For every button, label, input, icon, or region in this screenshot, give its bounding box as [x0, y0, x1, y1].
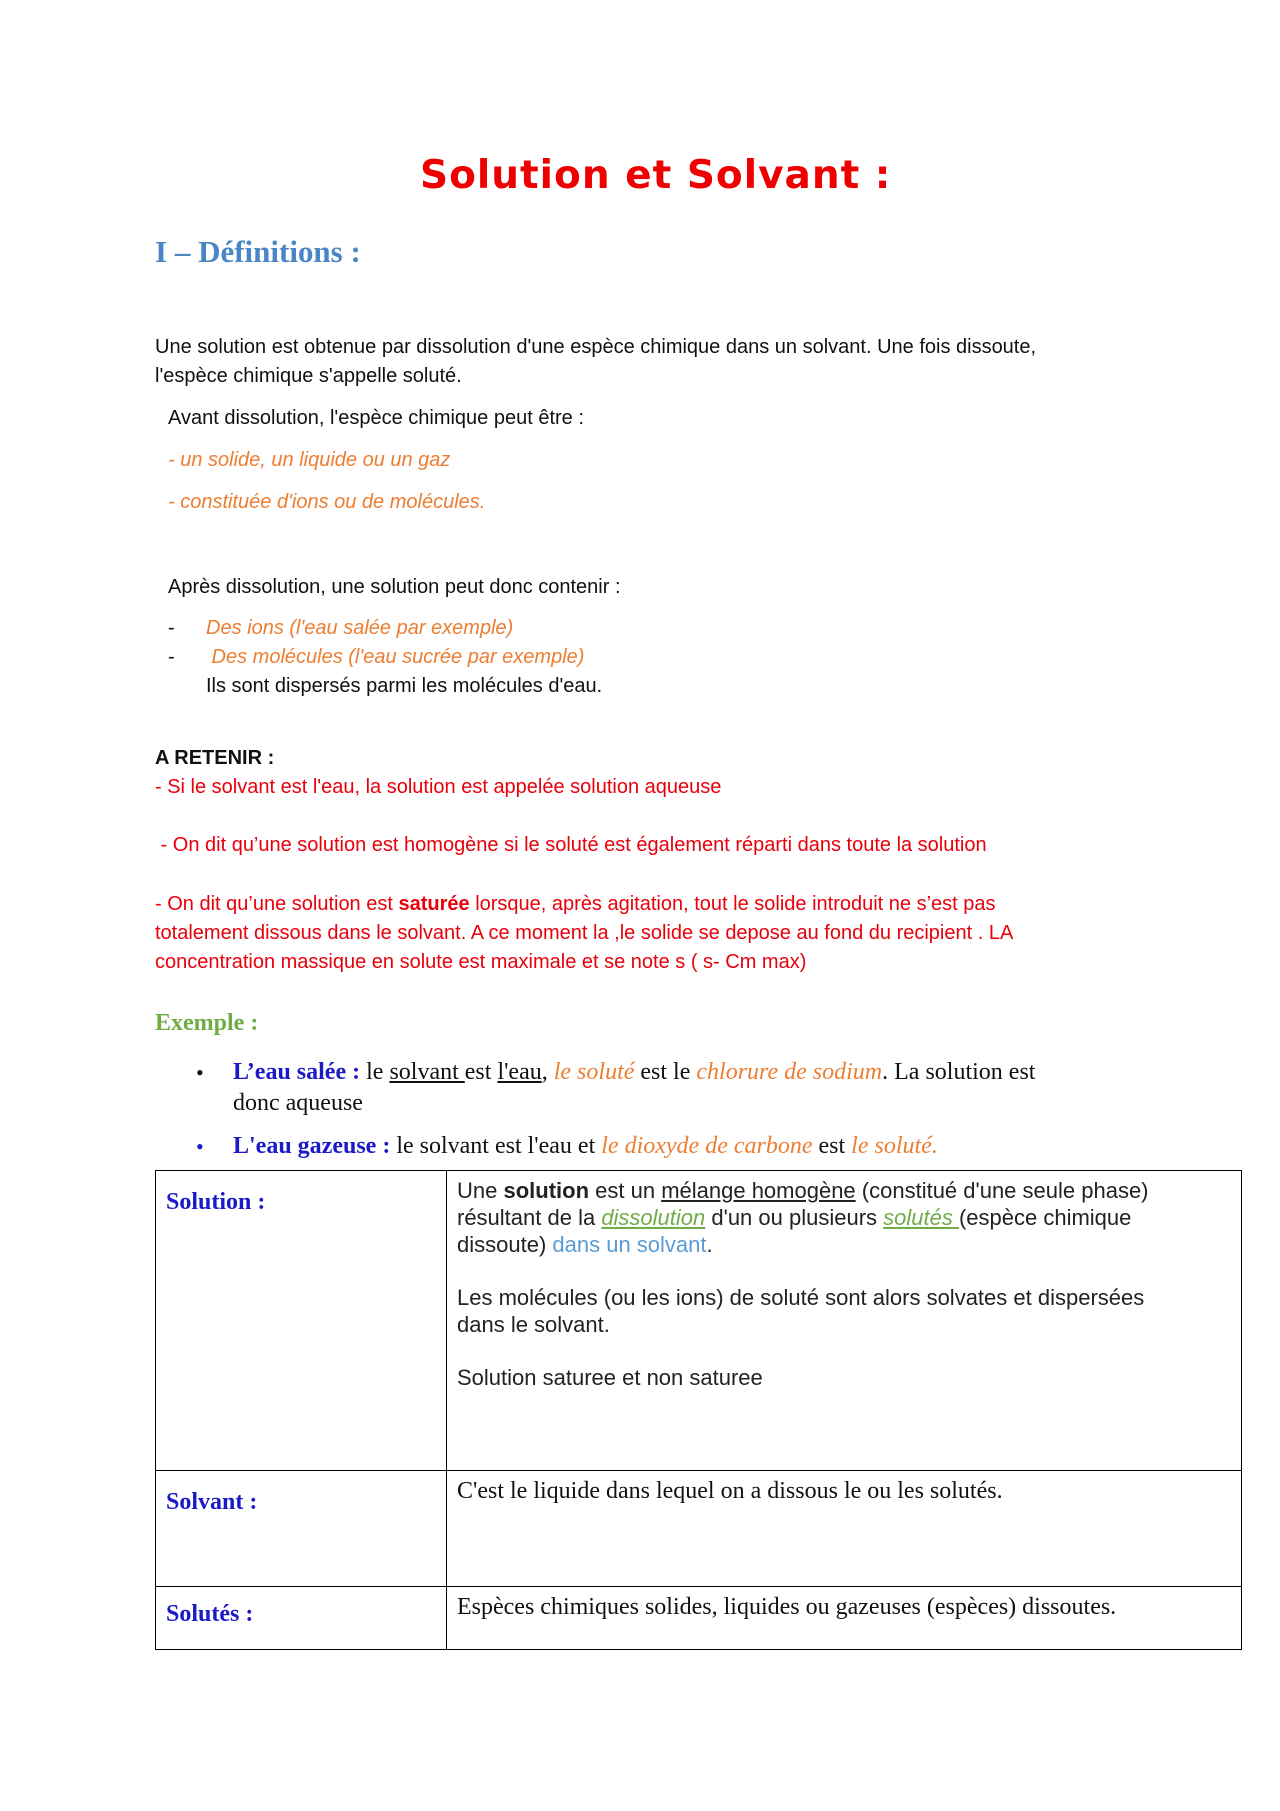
- cell-text: (espèce chimique: [958, 1205, 1132, 1230]
- cell-text: Espèces chimiques solides, liquides ou gazeuses (espèces) dissoutes.: [457, 1594, 1117, 1620]
- retenir-line: - Si le solvant est l'eau, la solution est appelée solution aqueuse: [155, 776, 722, 798]
- example-salt-water: [233, 1059, 1035, 1086]
- example-line: donc aqueuse: [233, 1090, 363, 1116]
- bullet: •: [196, 1134, 204, 1159]
- list-dash: -: [168, 617, 175, 639]
- solution-paragraph: [457, 1177, 1231, 1204]
- definitions-table: [155, 1170, 1242, 1650]
- cell-text: Une: [457, 1178, 504, 1203]
- example-term: chlorure de sodium: [696, 1059, 883, 1085]
- saturee-term: saturée: [398, 893, 470, 915]
- retenir-line: [155, 893, 996, 916]
- retenir-line: - On dit qu’une solution est homogène si le soluté est également réparti dans toute la solution: [155, 834, 987, 856]
- example-term: l'eau: [497, 1059, 542, 1085]
- example-term: solvant: [389, 1059, 465, 1085]
- row-value: [447, 1587, 1242, 1650]
- after-note: Ils sont dispersés parmi les molécules d'eau.: [206, 675, 603, 697]
- intro-line-2: l'espèce chimique s'appelle soluté.: [155, 365, 462, 387]
- cell-term: dans un solvant: [552, 1232, 707, 1257]
- row-value: [447, 1471, 1242, 1587]
- solutes-link[interactable]: solutés: [883, 1205, 959, 1230]
- example-label: L’eau salée :: [233, 1059, 361, 1085]
- example-text: est: [464, 1059, 498, 1085]
- example-term: le dioxyde de carbone: [601, 1133, 813, 1159]
- dissolution-link[interactable]: dissolution: [601, 1205, 706, 1230]
- retenir-text: lorsque, après agitation, tout le solide introduit ne s’est pas: [469, 893, 996, 915]
- row-label: Solution :: [156, 1171, 447, 1471]
- cell-text: est un: [589, 1178, 662, 1203]
- table-row: [156, 1171, 1242, 1471]
- cell-text: (constitué d'une seule phase): [855, 1178, 1149, 1203]
- table-row: [156, 1471, 1242, 1587]
- example-text: ,: [541, 1059, 554, 1085]
- section-heading: I – Définitions :: [155, 234, 361, 269]
- cell-text: d'un ou plusieurs: [705, 1205, 884, 1230]
- cell-text: .: [706, 1232, 713, 1257]
- solution-paragraph: [457, 1204, 1231, 1231]
- example-sparkling-water: [233, 1133, 938, 1160]
- row-value: [447, 1171, 1242, 1471]
- retenir-line: concentration massique en solute est maximale et se note s ( s- Cm max): [155, 951, 807, 973]
- solution-paragraph: Solution saturee et non saturee: [457, 1365, 763, 1390]
- solution-paragraph: dans le solvant.: [457, 1312, 610, 1337]
- after-title: Après dissolution, une solution peut donc contenir :: [168, 576, 621, 598]
- table-row: [156, 1587, 1242, 1650]
- example-text: le: [360, 1059, 390, 1085]
- solution-paragraph: Les molécules (ou les ions) de soluté sont alors solvates et dispersées: [457, 1285, 1145, 1310]
- example-term: le soluté.: [851, 1133, 938, 1159]
- cell-text: dissoute): [457, 1232, 553, 1257]
- example-text: . La solution est: [882, 1059, 1036, 1085]
- cell-text: résultant de la: [457, 1205, 602, 1230]
- cell-term: solution: [503, 1178, 590, 1203]
- example-text: est: [812, 1133, 852, 1159]
- after-item: Des ions (l'eau salée par exemple): [206, 617, 514, 639]
- before-item: - constituée d'ions ou de molécules.: [168, 491, 486, 513]
- intro-line-1: Une solution est obtenue par dissolution d'une espèce chimique dans un solvant. Une fois dissoute,: [155, 336, 1037, 358]
- before-title: Avant dissolution, l'espèce chimique peut être :: [168, 407, 584, 429]
- retenir-line: totalement dissous dans le solvant. A ce moment la ,le solide se depose au fond du recipient . LA: [155, 922, 1014, 944]
- retenir-text: - On dit qu’une solution est: [155, 893, 399, 915]
- row-label: Solutés :: [156, 1587, 447, 1650]
- exemple-heading: Exemple :: [155, 1010, 259, 1036]
- retenir-label: A RETENIR :: [155, 747, 275, 769]
- before-item: - un solide, un liquide ou un gaz: [168, 449, 451, 471]
- example-text: le solvant est l'eau et: [390, 1133, 602, 1159]
- bullet: •: [196, 1060, 204, 1085]
- row-label: Solvant :: [156, 1471, 447, 1587]
- cell-term: mélange homogène: [661, 1178, 856, 1203]
- list-dash: -: [168, 646, 175, 668]
- solution-paragraph: [457, 1231, 1231, 1258]
- example-text: est le: [634, 1059, 697, 1085]
- example-term: le soluté: [553, 1059, 635, 1085]
- example-label: L'eau gazeuse :: [233, 1133, 391, 1159]
- after-item: Des molécules (l'eau sucrée par exemple): [206, 646, 585, 668]
- cell-text: C'est le liquide dans lequel on a dissous le ou les solutés.: [457, 1478, 1003, 1504]
- page-title: Solution et Solvant :: [420, 153, 892, 198]
